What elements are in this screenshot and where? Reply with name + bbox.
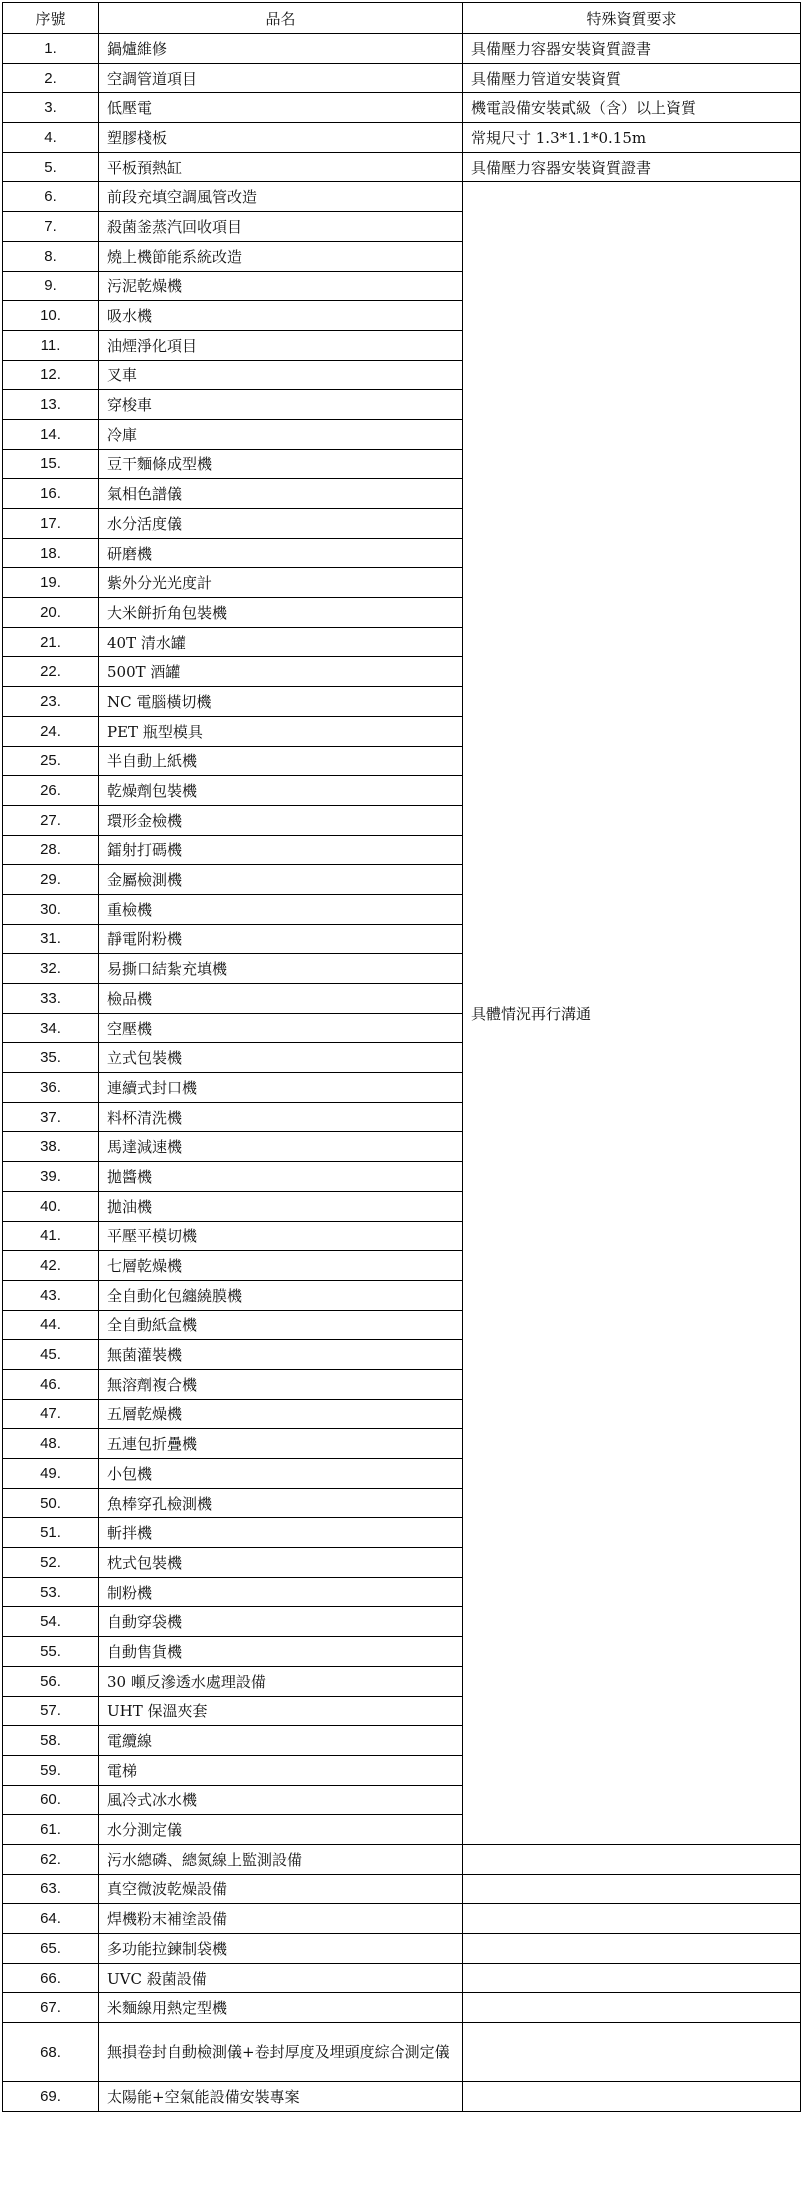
row-number: 42. <box>3 1251 99 1281</box>
table-row <box>3 182 801 212</box>
item-name: 500T 酒罐 <box>99 657 463 687</box>
item-name: 枕式包裝機 <box>99 1548 463 1578</box>
row-number: 26. <box>3 776 99 806</box>
row-number: 22. <box>3 657 99 687</box>
item-name: 吸水機 <box>99 301 463 331</box>
item-name: 研磨機 <box>99 538 463 568</box>
row-number: 68. <box>3 2023 99 2082</box>
item-name: 豆干麵條成型機 <box>99 449 463 479</box>
table-body <box>3 34 801 2112</box>
row-number: 12. <box>3 360 99 390</box>
item-name: 鍋爐維修 <box>99 34 463 64</box>
row-number: 54. <box>3 1607 99 1637</box>
item-name: 太陽能+空氣能設備安裝專案 <box>99 2082 463 2112</box>
item-name: 自動穿袋機 <box>99 1607 463 1637</box>
row-number: 30. <box>3 894 99 924</box>
row-number: 27. <box>3 805 99 835</box>
row-number: 64. <box>3 1904 99 1934</box>
item-name: 半自動上紙機 <box>99 746 463 776</box>
header-req: 特殊資質要求 <box>463 3 801 34</box>
item-name: 氣相色譜儀 <box>99 479 463 509</box>
row-number: 15. <box>3 449 99 479</box>
item-name: 重檢機 <box>99 894 463 924</box>
item-name: 拋醬機 <box>99 1162 463 1192</box>
table-row <box>3 1874 801 1904</box>
row-number: 37. <box>3 1102 99 1132</box>
item-name: 叉車 <box>99 360 463 390</box>
row-number: 32. <box>3 954 99 984</box>
item-name: 平板預熱缸 <box>99 152 463 182</box>
item-name: 料杯清洗機 <box>99 1102 463 1132</box>
header-name: 品名 <box>99 3 463 34</box>
item-name: UHT 保溫夾套 <box>99 1696 463 1726</box>
row-number: 33. <box>3 984 99 1014</box>
item-requirement <box>463 1874 801 1904</box>
item-name: 小包機 <box>99 1459 463 1489</box>
item-name: 全自動紙盒機 <box>99 1310 463 1340</box>
table-row <box>3 123 801 153</box>
qualification-table <box>2 2 801 2112</box>
item-requirement <box>463 1963 801 1993</box>
table-row <box>3 34 801 64</box>
row-number: 63. <box>3 1874 99 1904</box>
row-number: 62. <box>3 1844 99 1874</box>
row-number: 14. <box>3 419 99 449</box>
item-name: 燒上機節能系統改造 <box>99 241 463 271</box>
row-number: 8. <box>3 241 99 271</box>
item-name: 低壓電 <box>99 93 463 123</box>
row-number: 10. <box>3 301 99 331</box>
item-name: 五層乾燥機 <box>99 1399 463 1429</box>
row-number: 13. <box>3 390 99 420</box>
row-number: 45. <box>3 1340 99 1370</box>
row-number: 3. <box>3 93 99 123</box>
item-requirement: 常規尺寸 1.3*1.1*0.15m <box>463 123 801 153</box>
row-number: 6. <box>3 182 99 212</box>
item-name: NC 電腦橫切機 <box>99 687 463 717</box>
item-name: 多功能拉鍊制袋機 <box>99 1934 463 1964</box>
item-requirement: 具備壓力容器安裝資質證書 <box>463 34 801 64</box>
table-row <box>3 1904 801 1934</box>
row-number: 20. <box>3 598 99 628</box>
item-name: 斬拌機 <box>99 1518 463 1548</box>
row-number: 57. <box>3 1696 99 1726</box>
item-name: 檢品機 <box>99 984 463 1014</box>
item-name: 大米餅折角包裝機 <box>99 598 463 628</box>
item-name: 金屬檢測機 <box>99 865 463 895</box>
item-name: 前段充填空調風管改造 <box>99 182 463 212</box>
table-row <box>3 2082 801 2112</box>
row-number: 49. <box>3 1459 99 1489</box>
item-name: 馬達減速機 <box>99 1132 463 1162</box>
row-number: 66. <box>3 1963 99 1993</box>
item-requirement <box>463 1844 801 1874</box>
item-name: 無菌灌裝機 <box>99 1340 463 1370</box>
item-name: 塑膠棧板 <box>99 123 463 153</box>
item-name: 油煙淨化項目 <box>99 330 463 360</box>
row-number: 34. <box>3 1013 99 1043</box>
item-name: 殺菌釜蒸汽回收項目 <box>99 212 463 242</box>
table-row <box>3 1963 801 1993</box>
row-number: 29. <box>3 865 99 895</box>
row-number: 1. <box>3 34 99 64</box>
row-number: 65. <box>3 1934 99 1964</box>
header-no: 序號 <box>3 3 99 34</box>
item-name: 自動售貨機 <box>99 1637 463 1667</box>
row-number: 31. <box>3 924 99 954</box>
item-requirement <box>463 1934 801 1964</box>
item-requirement: 具備壓力管道安裝資質 <box>463 63 801 93</box>
item-name: 環形金檢機 <box>99 805 463 835</box>
row-number: 61. <box>3 1815 99 1845</box>
row-number: 4. <box>3 123 99 153</box>
merged-requirement: 具體情況再行溝通 <box>463 182 801 1845</box>
row-number: 25. <box>3 746 99 776</box>
item-name: 電梯 <box>99 1755 463 1785</box>
row-number: 55. <box>3 1637 99 1667</box>
row-number: 36. <box>3 1073 99 1103</box>
table-row <box>3 1993 801 2023</box>
row-number: 67. <box>3 1993 99 2023</box>
item-name: 平壓平模切機 <box>99 1221 463 1251</box>
row-number: 48. <box>3 1429 99 1459</box>
row-number: 39. <box>3 1162 99 1192</box>
item-name: 五連包折疊機 <box>99 1429 463 1459</box>
table-row <box>3 93 801 123</box>
row-number: 9. <box>3 271 99 301</box>
item-name: 全自動化包纏繞膜機 <box>99 1280 463 1310</box>
item-name: 鐳射打碼機 <box>99 835 463 865</box>
row-number: 21. <box>3 627 99 657</box>
item-name: 易撕口結紮充填機 <box>99 954 463 984</box>
row-number: 46. <box>3 1369 99 1399</box>
item-name: PET 瓶型模具 <box>99 716 463 746</box>
table-row <box>3 1844 801 1874</box>
item-name: 連續式封口機 <box>99 1073 463 1103</box>
row-number: 59. <box>3 1755 99 1785</box>
row-number: 44. <box>3 1310 99 1340</box>
item-requirement <box>463 1993 801 2023</box>
item-requirement <box>463 2023 801 2082</box>
item-name: 空壓機 <box>99 1013 463 1043</box>
row-number: 2. <box>3 63 99 93</box>
item-name: 立式包裝機 <box>99 1043 463 1073</box>
item-name: 風冷式冰水機 <box>99 1785 463 1815</box>
item-name: 電纜線 <box>99 1726 463 1756</box>
row-number: 19. <box>3 568 99 598</box>
item-name: 無溶劑複合機 <box>99 1369 463 1399</box>
row-number: 53. <box>3 1577 99 1607</box>
item-name: 40T 清水罐 <box>99 627 463 657</box>
item-name: 污水總磷、總氮線上監測設備 <box>99 1844 463 1874</box>
item-name: 真空微波乾燥設備 <box>99 1874 463 1904</box>
table-row <box>3 2023 801 2082</box>
item-requirement: 機電設備安裝貳級（含）以上資質 <box>463 93 801 123</box>
table-row <box>3 1934 801 1964</box>
item-requirement <box>463 1904 801 1934</box>
item-name: 30 噸反滲透水處理設備 <box>99 1666 463 1696</box>
item-name: 七層乾燥機 <box>99 1251 463 1281</box>
header-row <box>3 3 801 34</box>
item-name: 水分測定儀 <box>99 1815 463 1845</box>
row-number: 24. <box>3 716 99 746</box>
item-name: 焊機粉末補塗設備 <box>99 1904 463 1934</box>
table-row <box>3 63 801 93</box>
item-name: 冷庫 <box>99 419 463 449</box>
row-number: 11. <box>3 330 99 360</box>
row-number: 16. <box>3 479 99 509</box>
row-number: 56. <box>3 1666 99 1696</box>
row-number: 52. <box>3 1548 99 1578</box>
row-number: 18. <box>3 538 99 568</box>
item-name: UVC 殺菌設備 <box>99 1963 463 1993</box>
row-number: 5. <box>3 152 99 182</box>
item-name: 紫外分光光度計 <box>99 568 463 598</box>
item-name: 無損卷封自動檢測儀+卷封厚度及埋頭度綜合測定儀 <box>99 2023 463 2082</box>
row-number: 50. <box>3 1488 99 1518</box>
row-number: 69. <box>3 2082 99 2112</box>
row-number: 58. <box>3 1726 99 1756</box>
row-number: 43. <box>3 1280 99 1310</box>
row-number: 28. <box>3 835 99 865</box>
row-number: 47. <box>3 1399 99 1429</box>
item-name: 穿梭車 <box>99 390 463 420</box>
item-name: 魚棒穿孔檢測機 <box>99 1488 463 1518</box>
row-number: 17. <box>3 509 99 539</box>
item-name: 污泥乾燥機 <box>99 271 463 301</box>
item-name: 乾燥劑包裝機 <box>99 776 463 806</box>
table-row <box>3 152 801 182</box>
item-name: 米麵線用熱定型機 <box>99 1993 463 2023</box>
item-name: 拋油機 <box>99 1191 463 1221</box>
row-number: 41. <box>3 1221 99 1251</box>
row-number: 60. <box>3 1785 99 1815</box>
row-number: 7. <box>3 212 99 242</box>
item-name: 靜電附粉機 <box>99 924 463 954</box>
item-requirement: 具備壓力容器安裝資質證書 <box>463 152 801 182</box>
item-name: 空調管道項目 <box>99 63 463 93</box>
row-number: 23. <box>3 687 99 717</box>
item-requirement <box>463 2082 801 2112</box>
row-number: 51. <box>3 1518 99 1548</box>
row-number: 38. <box>3 1132 99 1162</box>
item-name: 制粉機 <box>99 1577 463 1607</box>
row-number: 40. <box>3 1191 99 1221</box>
item-name: 水分活度儀 <box>99 509 463 539</box>
row-number: 35. <box>3 1043 99 1073</box>
